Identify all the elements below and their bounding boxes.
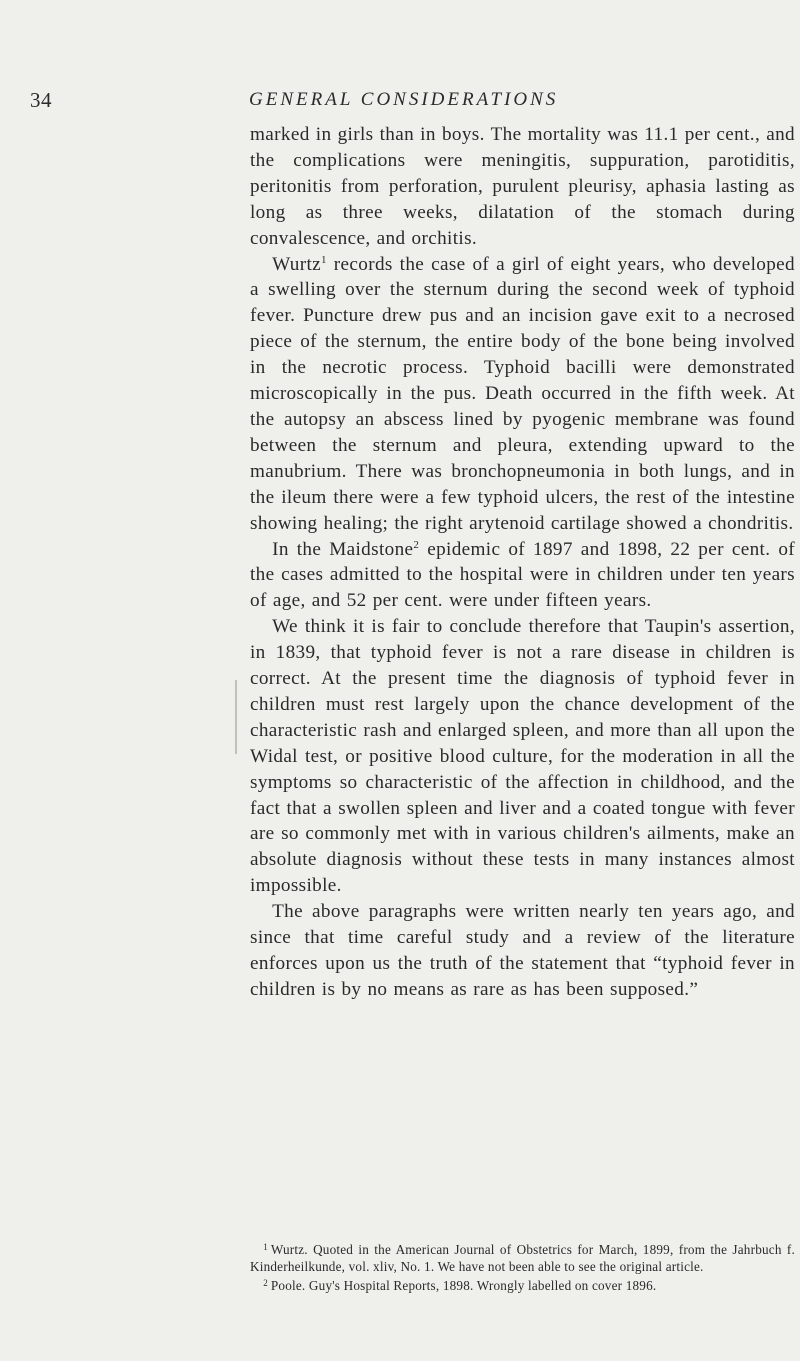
footnote-ref-1: 1	[321, 253, 327, 266]
paragraph-2-text: records the case of a girl of eight years, who developed a swelling over the sternum during the second week of typhoid fever. Puncture drew pus and an incision gave exit to a necrosed piece of the sternum, the entire body of the bone being involved in the necrotic process. Typhoid bacilli were demonstrated microscopically in the pus. Death occurred in the fifth week. At the autopsy an abscess lined by pyogenic membrane was found between the sternum and pleura, extending upward to the manubrium. There was bronchopneumonia in both lungs, and in the ileum there were a few typhoid ulcers, the rest of the intestine showing healing; the right arytenoid cartilage showed a chondritis.	[250, 253, 795, 534]
paragraph-3	[250, 537, 795, 615]
footnote-2-text: Poole. Guy's Hospital Reports, 1898. Wrongly labelled on cover 1896.	[270, 1278, 657, 1293]
footnote-2	[250, 1275, 795, 1294]
footnote-ref-2: 2	[413, 538, 420, 551]
footnotes	[250, 1239, 795, 1294]
footnote-1-mark: 1	[263, 1242, 268, 1252]
running-title: GENERAL CONSIDERATIONS	[249, 89, 559, 110]
author-name: Wurtz	[272, 253, 321, 275]
running-head	[0, 88, 800, 118]
page-number: 34	[30, 88, 52, 112]
footnote-1	[250, 1239, 795, 1275]
paragraph-3-text: epidemic of 1897 and 1898, 22 per cent. of the cases admitted to the hospital were in children under ten years of age, and 52 per cent. were under fifteen years.	[250, 538, 796, 612]
footnote-2-mark: 2	[263, 1278, 268, 1288]
footnote-1-text: Wurtz. Quoted in the American Journal of Obstetrics for March, 1899, from the Jahrbuch f. Kinderheilkunde, vol. xliv, No. 1. We have not been able to see the original article.	[250, 1242, 795, 1274]
body-text	[250, 122, 795, 1003]
paragraph-5: The above paragraphs were written nearly ten years ago, and since that time careful study and a review of the literature enforces upon us the truth of the statement that “typhoid fever in children is by no means as rare as has been supposed.”	[250, 901, 795, 1000]
margin-mark	[235, 680, 237, 754]
paragraph-4: We think it is fair to conclude therefore that Taupin's assertion, in 1839, that typhoid fever is not a rare disease in children is correct. At the present time the diagnosis of typhoid fever in children must rest largely upon the chance development of the characteristic rash and enlarged spleen, and more than all upon the Widal test, or positive blood culture, for the moderation in all the symptoms so characteristic of the affection in childhood, and the fact that a swollen spleen and liver and a coated tongue with fever are so commonly met with in various children's ailments, make an absolute diagnosis without these tests in many instances almost impossible.	[250, 616, 795, 897]
paragraph-3-start: In the Maidstone	[272, 538, 414, 560]
paragraph-2	[250, 252, 795, 537]
paragraph-1: marked in girls than in boys. The mortality was 11.1 per cent., and the complications were meningitis, suppuration, parotiditis, peritonitis from perforation, purulent pleurisy, aphasia lasting as long as three weeks, dilatation of the stomach during convalescence, and orchitis.	[250, 124, 795, 249]
